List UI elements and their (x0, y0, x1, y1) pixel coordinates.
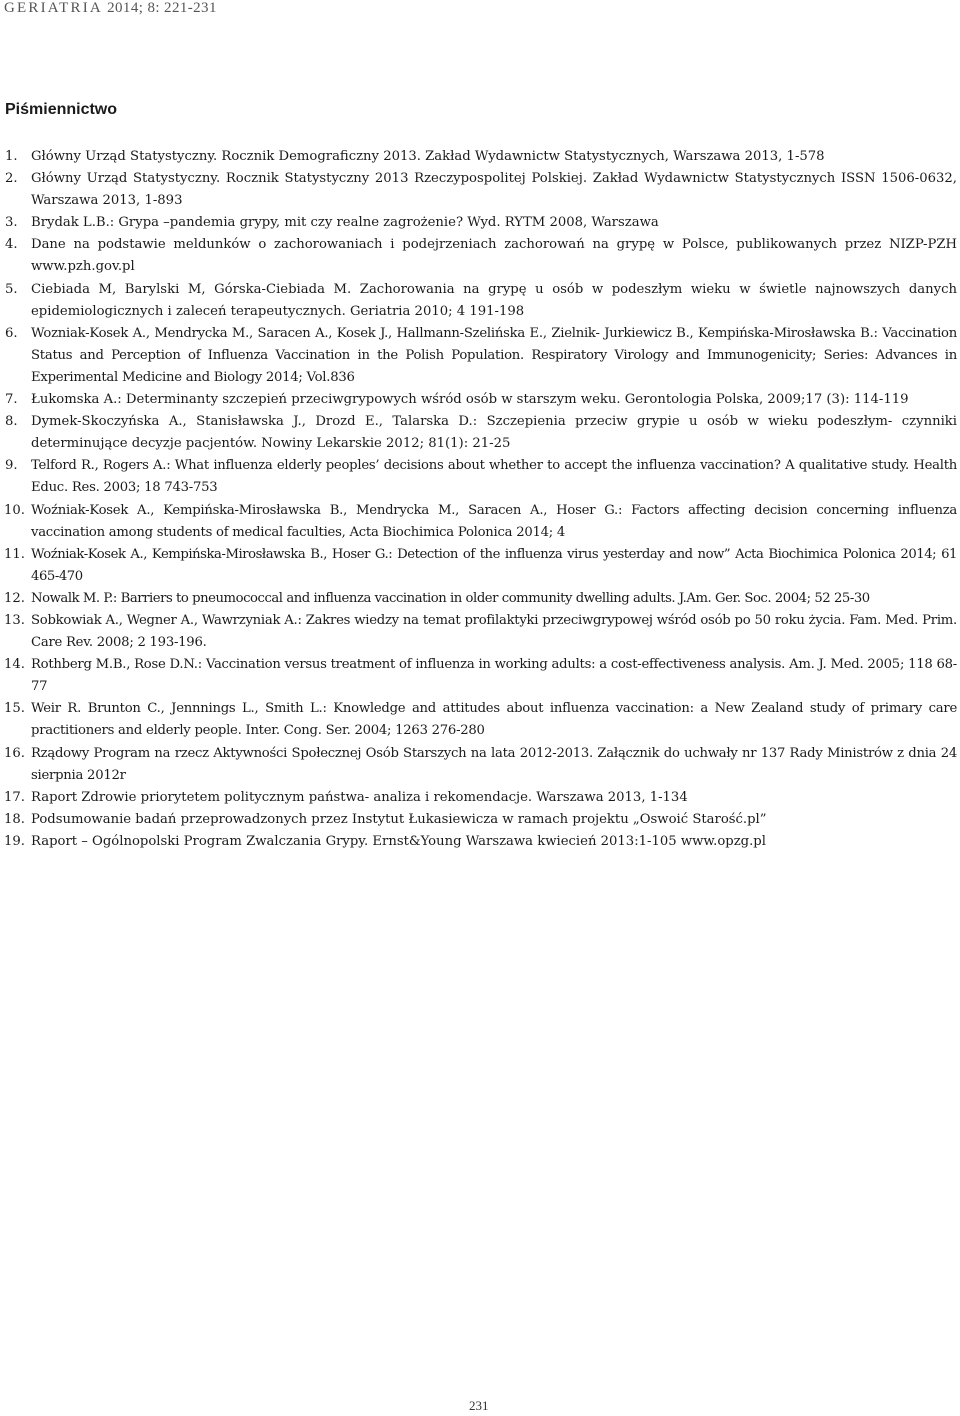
reference-item: 17. Raport Zdrowie priorytetem politycznym państwa- analiza i rekomendacje. Warszawa 2013, 1-134 (4, 789, 688, 805)
reference-item: 11. Woźniak-Kosek A., Kempińska-Mirosławska B., Hoser G.: Detection of the influenza virus yesterday and now” Acta Biochimica Polonica 2014; 61 465-470 (4, 546, 957, 584)
section-title: Piśmiennictwo (5, 101, 118, 118)
reference-item: 13. Sobkowiak A., Wegner A., Wawrzyniak A.: Zakres wiedzy na temat profilaktyki przeciwgrypowej wśród osób po 50 roku życia. Fam. Med. Prim. Care Rev. 2008; 2 193-196. (4, 612, 957, 651)
reference-item: 9. Telford R., Rogers A.: What influenza elderly peoples’ decisions about whether to accept the influenza vaccination? A qualitative study. Health Educ. Res. 2003; 18 743-753 (5, 458, 957, 496)
journal-name: GERIATRIA (4, 0, 103, 16)
journal-issue: 2014; 8: 221-231 (107, 0, 217, 16)
reference-item: 3. Brydak L.B.: Grypa –pandemia grypy, mit czy realne zagrożenie? Wyd. RYTM 2008, Warszawa (5, 215, 659, 231)
reference-item: 2. Główny Urząd Statystyczny. Rocznik Statystyczny 2013 Rzeczypospolitej Polskiej. Zakład Wydawnictw Statystycznych ISSN 1506-0632, Warszawa 2013, 1-893 (5, 171, 957, 209)
reference-item: 10. Woźniak-Kosek A., Kempińska-Mirosławska B., Mendrycka M., Saracen A., Hoser G.: Factors affecting decision concerning influenza vaccination among students of medical faculties, Acta Biochimica Polonica 2014; 4 (4, 502, 957, 540)
reference-item: 4. Dane na podstawie meldunków o zachorowaniach i podejrzeniach zachorowań na grypę w Polsce, publikowanych przez NIZP-PZH www.pzh.gov.pl (5, 237, 957, 275)
reference-item: 1. Główny Urząd Statystyczny. Rocznik Demograficzny 2013. Zakład Wydawnictw Statystycznych, Warszawa 2013, 1-578 (5, 149, 825, 164)
running-header (4, 0, 217, 17)
reference-item: 15. Weir R. Brunton C., Jennnings L., Smith L.: Knowledge and attitudes about influenza vaccination: a New Zealand study of primary care practitioners and elderly people. Inter. Cong. Ser. 2004; 1263 276-280 (4, 701, 957, 739)
reference-item: 18. Podsumowanie badań przeprowadzonych przez Instytut Łukasiewicza w ramach projektu „Oswoić Starość.pl” (4, 811, 767, 827)
reference-item: 12. Nowalk M. P.: Barriers to pneumococcal and influenza vaccination in older community dwelling adults. J.Am. Ger. Soc. 2004; 52 25-30 (4, 590, 870, 606)
reference-item: 8. Dymek-Skoczyńska A., Stanisławska J., Drozd E., Talarska D.: Szczepienia przeciw grypie u osób w wieku podeszłym- czynniki determinujące decyzje pacjentów. Nowiny Lekarskie 2012; 81(1): 21-25 (5, 414, 957, 452)
reference-item: 6. Wozniak-Kosek A., Mendrycka M., Saracen A., Kosek J., Hallmann-Szelińska E., Zielnik- Jurkiewicz B., Kempińska-Mirosławska B.: Vaccination Status and Perception of Influenza Vaccination in the Polish Population. Respiratory Virology and Immunogenicity; Series: Advances in Experimental Medicine and Biology 2014; Vol.836 (5, 325, 957, 385)
page-number: 231 (469, 1398, 489, 1413)
reference-item: 7. Łukomska A.: Determinanty szczepień przeciwgrypowych wśród osób w starszym weku. Gerontologia Polska, 2009;17 (3): 114-119 (5, 392, 909, 408)
reference-item: 5. Ciebiada M, Barylski M, Górska-Ciebiada M. Zachorowania na grypę u osób w podeszłym wieku w świetle najnowszych danych epidemiologicznych i zaleceń terapeutycznych. Geriatria 2010; 4 191-198 (5, 281, 957, 319)
reference-list (5, 146, 957, 853)
reference-item: 19. Raport – Ogólnopolski Program Zwalczania Grypy. Ernst&Young Warszawa kwiecień 2013:1-105 www.opzg.pl (4, 833, 766, 849)
reference-item: 16. Rządowy Program na rzecz Aktywności Społecznej Osób Starszych na lata 2012-2013. Załącznik do uchwały nr 137 Rady Ministrów z dnia 24 sierpnia 2012r (4, 745, 957, 783)
reference-item: 14. Rothberg M.B., Rose D.N.: Vaccination versus treatment of influenza in working adults: a cost-effectiveness analysis. Am. J. Med. 2005; 118 68-77 (4, 657, 957, 695)
